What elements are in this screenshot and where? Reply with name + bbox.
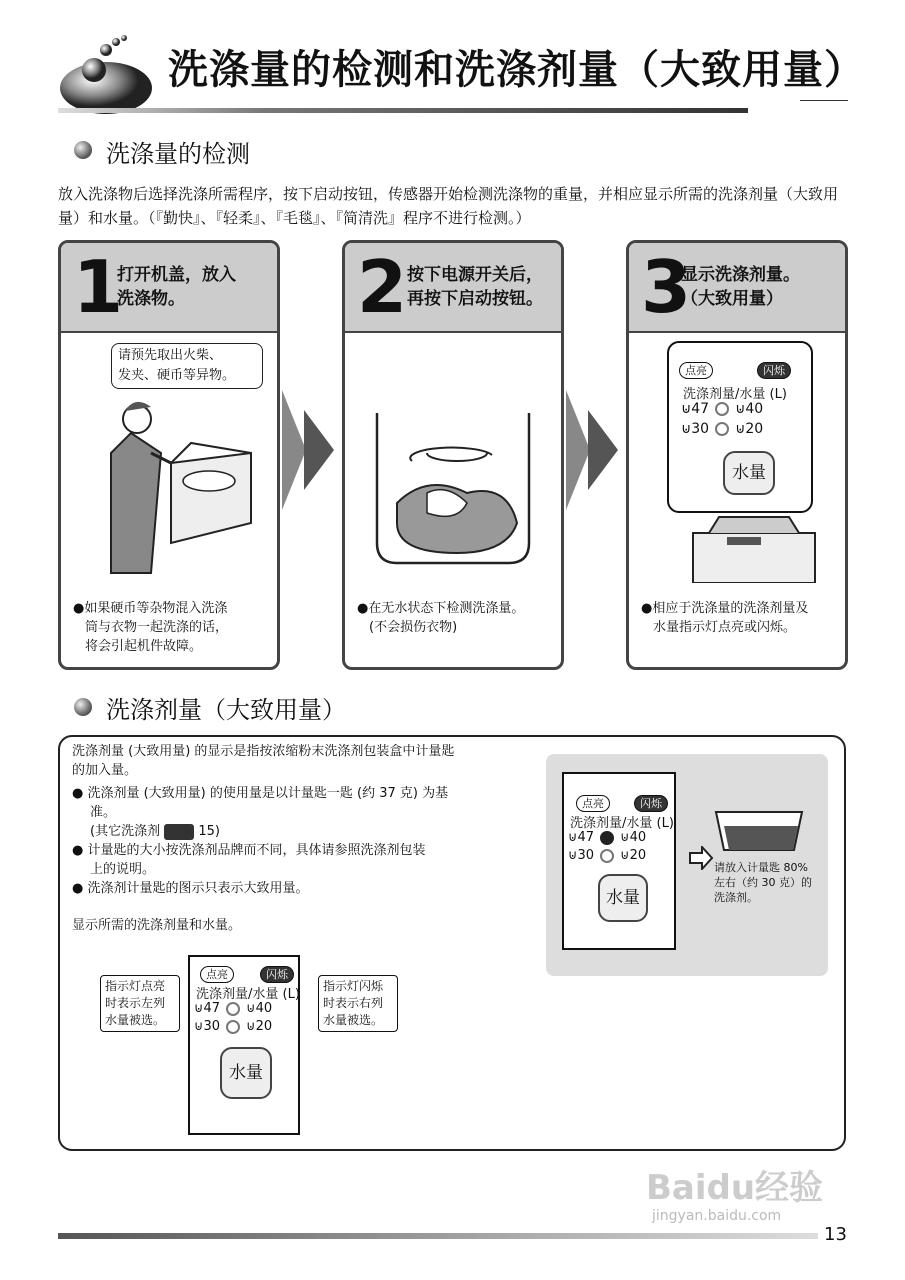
page-number: 13: [824, 1224, 847, 1245]
bucket-icon: ⊍: [735, 401, 746, 417]
blink-badge: 闪烁: [757, 362, 791, 379]
step-title: 打开机盖，放入 洗涤物。: [117, 265, 236, 309]
pointing-hand-icon: [164, 824, 194, 840]
panel-row-2: ⊍30 ⊍20: [194, 1019, 273, 1034]
section-bullet-icon: [74, 698, 92, 716]
washer-machine-icon: [689, 513, 819, 583]
bucket-icon: ⊍: [194, 1019, 204, 1034]
control-panel-blink-example: [562, 772, 676, 950]
spoon-note: 请放入计量匙 80% 左右（约 30 克）的 洗涤剂。: [714, 861, 812, 904]
step-2-header: [345, 243, 561, 333]
bucket-icon: ⊍: [735, 421, 746, 437]
page-title: 洗涤量的检测和洗涤剂量（大致用量）: [168, 47, 865, 93]
panel-row-1: ⊍47 ⊍40: [568, 830, 647, 845]
bucket-icon: ⊍: [246, 1019, 256, 1034]
bucket-icon: ⊍: [620, 848, 630, 863]
indicator-led-icon: [600, 831, 614, 845]
watermark-url: jingyan.baidu.com: [652, 1208, 782, 1224]
step-1-note: ●如果硬币等杂物混入洗涤 筒与衣物一起洗涤的话， 将会引起机件故障。: [73, 601, 229, 654]
indicator-led-icon: [600, 849, 614, 863]
bucket-icon: ⊍: [246, 1001, 256, 1016]
section-heading-detection: 洗涤量的检测: [106, 140, 250, 168]
panel-row-1: ⊍47 ⊍40: [681, 401, 764, 417]
indicator-led-icon: [226, 1002, 240, 1016]
step-number: 2: [357, 245, 408, 329]
step-3-note: ●相应于洗涤量的洗涤剂量及 水量指示灯点亮或闪烁。: [641, 601, 809, 635]
panel-row-2: ⊍30 ⊍20: [681, 421, 764, 437]
panel-label: 洗涤剂量/水量 (L): [570, 816, 674, 831]
callout-blink: 指示灯闪烁 时表示右列 水量被选。: [318, 975, 398, 1032]
header-short-rule: [800, 100, 848, 101]
header-logo-icon: [58, 30, 158, 116]
bucket-icon: ⊍: [681, 401, 692, 417]
control-panel-diagram: [188, 955, 300, 1135]
step-2-note: ●在无水状态下检测洗涤量。 (不会损伤衣物): [357, 601, 525, 635]
watermark-brand: Baidu经验: [646, 1168, 824, 1208]
footer-rule: [58, 1233, 818, 1239]
bucket-icon: ⊍: [194, 1001, 204, 1016]
callout-lit: 指示灯点亮 时表示左列 水量被选。: [100, 975, 180, 1032]
step-3-header: [629, 243, 845, 333]
step-1-header: [61, 243, 277, 333]
bucket-icon: ⊍: [568, 848, 578, 863]
measuring-spoon-icon: [712, 806, 812, 856]
arrow-right-icon: [566, 390, 618, 510]
bucket-icon: ⊍: [620, 830, 630, 845]
panel-row-2: ⊍30 ⊍20: [568, 848, 647, 863]
water-level-button[interactable]: 水量: [598, 874, 648, 922]
bucket-icon: ⊍: [681, 421, 692, 437]
control-panel: [667, 341, 813, 513]
header-rule: [58, 108, 748, 113]
water-level-button[interactable]: 水量: [220, 1047, 272, 1099]
indicator-led-icon: [715, 402, 729, 416]
step-number: 1: [73, 245, 124, 329]
water-level-button[interactable]: 水量: [723, 451, 775, 495]
lit-badge: 点亮: [576, 795, 610, 812]
step-title: 显示洗涤剂量。 （大致用量）: [681, 265, 800, 309]
step-number: 3: [641, 245, 692, 329]
warning-bubble: 请预先取出火柴、 发夹、硬币等异物。: [111, 343, 263, 389]
panel-label: 洗涤剂量/水量 (L): [683, 387, 787, 402]
section-heading-detergent: 洗涤剂量（大致用量）: [106, 696, 346, 724]
indicator-led-icon: [715, 422, 729, 436]
step-2-panel: [342, 240, 564, 670]
washer-tub-clothes-icon: [367, 413, 539, 568]
blink-badge: 闪烁: [634, 795, 668, 812]
detergent-text: 洗涤剂量 (大致用量) 的显示是指按浓缩粉末洗涤剂包装盒中计量匙 的加入量。 ● 洗涤剂量 (大致用量) 的使用量是以计量匙一匙 (约 37 克) 为基 准。 (其它洗涤剂 15) ● 计量匙的大小按洗涤剂品牌而不同，具体请参照洗涤剂包装 上的说明。 ● 洗涤剂计量匙的图示只表示大致用量。 显示所需的洗涤剂量和水量。: [72, 742, 532, 935]
indicator-led-icon: [226, 1020, 240, 1034]
panel-row-1: ⊍47 ⊍40: [194, 1001, 273, 1016]
arrow-right-icon: [688, 846, 714, 870]
intro-text: 放入洗涤物后选择洗涤所需程序，按下启动按钮，传感器开始检测洗涤物的重量，并相应显示所需的洗涤剂量（大致用量）和水量。（『勤快』、『轻柔』、『毛毯』、『简清洗』程序不进行检测。）: [58, 185, 839, 227]
step-3-panel: [626, 240, 848, 670]
bucket-icon: ⊍: [568, 830, 578, 845]
blink-badge: 闪烁: [260, 966, 294, 983]
step-title: 按下电源开关后， 再按下启动按钮。: [407, 265, 543, 309]
step-1-panel: [58, 240, 280, 670]
lit-badge: 点亮: [200, 966, 234, 983]
reference-line: (其它洗涤剂 15): [90, 824, 220, 839]
arrow-right-icon: [282, 390, 334, 510]
person-loading-washer-icon: [91, 393, 261, 583]
section-bullet-icon: [74, 141, 92, 159]
lit-badge: 点亮: [679, 362, 713, 379]
panel-label: 洗涤剂量/水量 (L): [196, 987, 300, 1002]
